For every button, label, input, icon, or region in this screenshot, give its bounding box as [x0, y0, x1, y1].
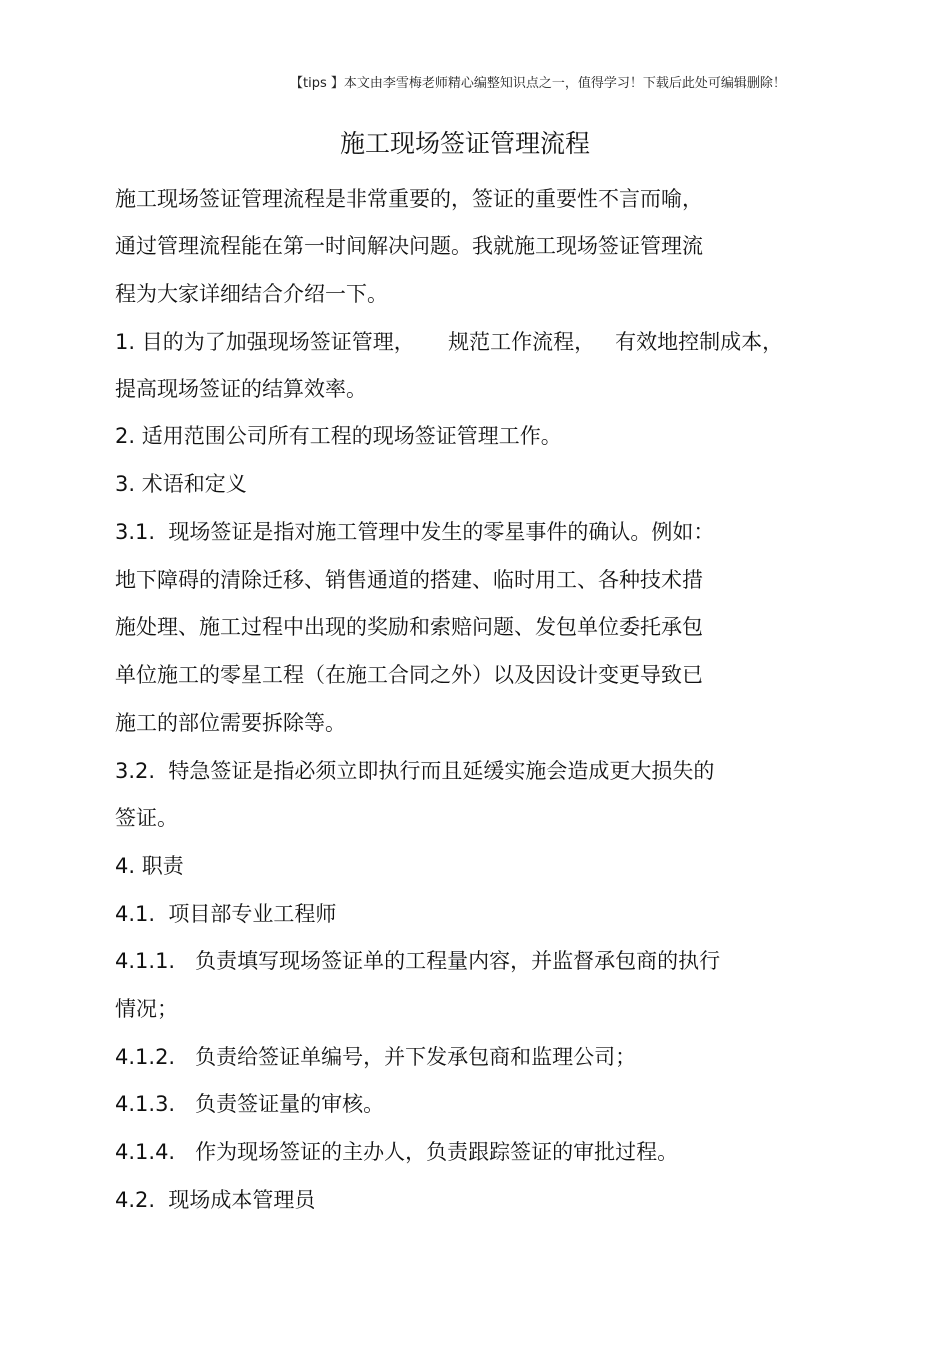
- paragraph-line: 提高现场签证的结算效率。: [115, 377, 367, 401]
- section-1-line: 1. 目的为了加强现场签证管理， 规范工作流程， 有效地控制成本，: [115, 330, 784, 354]
- section-4-1-heading: 4.1. 项目部专业工程师: [115, 902, 337, 926]
- tips-banner: 【tips 】本文由李雪梅老师精心编整知识点之一，值得学习！下载后此处可编辑删除！: [290, 76, 786, 91]
- section-4-1-2-line: 4.1.2. 负责给签证单编号，并下发承包商和监理公司；: [115, 1045, 637, 1069]
- paragraph-line: 施处理、施工过程中出现的奖励和索赔问题、发包单位委托承包: [115, 615, 703, 639]
- paragraph-line: 签证。: [115, 806, 178, 830]
- section-3-2-line: 3.2. 特急签证是指必须立即执行而且延缓实施会造成更大损失的: [115, 759, 715, 783]
- paragraph-line: 地下障碍的清除迁移、销售通道的搭建、临时用工、各种技术措: [115, 568, 703, 592]
- section-2-line: 2. 适用范围公司所有工程的现场签证管理工作。: [115, 424, 562, 448]
- paragraph-line: 施工的部位需要拆除等。: [115, 711, 346, 735]
- section-4-1-4-line: 4.1.4. 作为现场签证的主办人，负责跟踪签证的审批过程。: [115, 1140, 679, 1164]
- paragraph-line: 通过管理流程能在第一时间解决问题。我就施工现场签证管理流: [115, 234, 703, 258]
- paragraph-line: 单位施工的零星工程（在施工合同之外）以及因设计变更导致已: [115, 663, 703, 687]
- page-title: 施工现场签证管理流程: [339, 129, 590, 158]
- section-4-1-1-line: 4.1.1. 负责填写现场签证单的工程量内容，并监督承包商的执行: [115, 949, 721, 973]
- section-3-heading: 3. 术语和定义: [115, 472, 247, 496]
- paragraph-line: 施工现场签证管理流程是非常重要的，签证的重要性不言而喻，: [115, 187, 703, 211]
- section-3-1-line: 3.1. 现场签证是指对施工管理中发生的零星事件的确认。例如：: [115, 520, 715, 544]
- section-4-1-3-line: 4.1.3. 负责签证量的审核。: [115, 1092, 385, 1116]
- paragraph-line: 程为大家详细结合介绍一下。: [115, 282, 388, 306]
- section-4-2-heading: 4.2. 现场成本管理员: [115, 1188, 316, 1212]
- section-4-heading: 4. 职责: [115, 854, 184, 878]
- paragraph-line: 情况；: [115, 997, 178, 1021]
